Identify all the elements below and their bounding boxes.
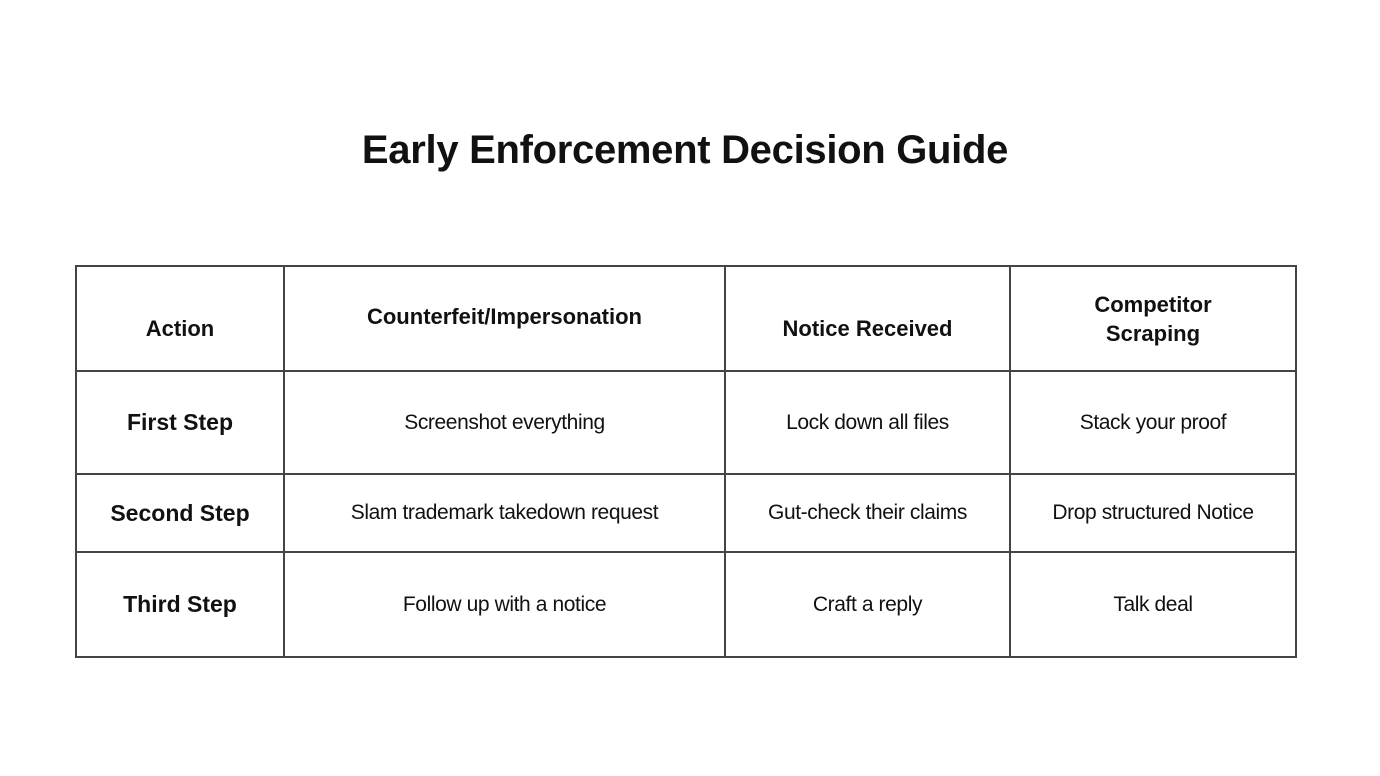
table-cell: Craft a reply [725, 552, 1010, 657]
decision-guide-table [75, 265, 1297, 658]
table-row [76, 371, 1296, 474]
table-row [76, 474, 1296, 552]
table-header-row [76, 266, 1296, 371]
table-cell: Gut-check their claims [725, 474, 1010, 552]
table-cell: Slam trademark takedown request [284, 474, 725, 552]
column-header-action: Action [76, 266, 284, 371]
row-label-first-step: First Step [76, 371, 284, 474]
table-cell: Lock down all files [725, 371, 1010, 474]
table-cell: Talk deal [1010, 552, 1296, 657]
table-cell: Drop structured Notice [1010, 474, 1296, 552]
column-header-notice-received: Notice Received [725, 266, 1010, 371]
table-cell: Screenshot everything [284, 371, 725, 474]
column-header-competitor-scraping: Competitor Scraping [1010, 266, 1296, 371]
row-label-second-step: Second Step [76, 474, 284, 552]
row-label-third-step: Third Step [76, 552, 284, 657]
table-cell: Follow up with a notice [284, 552, 725, 657]
page-title: Early Enforcement Decision Guide [361, 128, 1009, 172]
column-header-counterfeit: Counterfeit/Impersonation [284, 266, 725, 371]
table-row [76, 552, 1296, 657]
table-cell: Stack your proof [1010, 371, 1296, 474]
